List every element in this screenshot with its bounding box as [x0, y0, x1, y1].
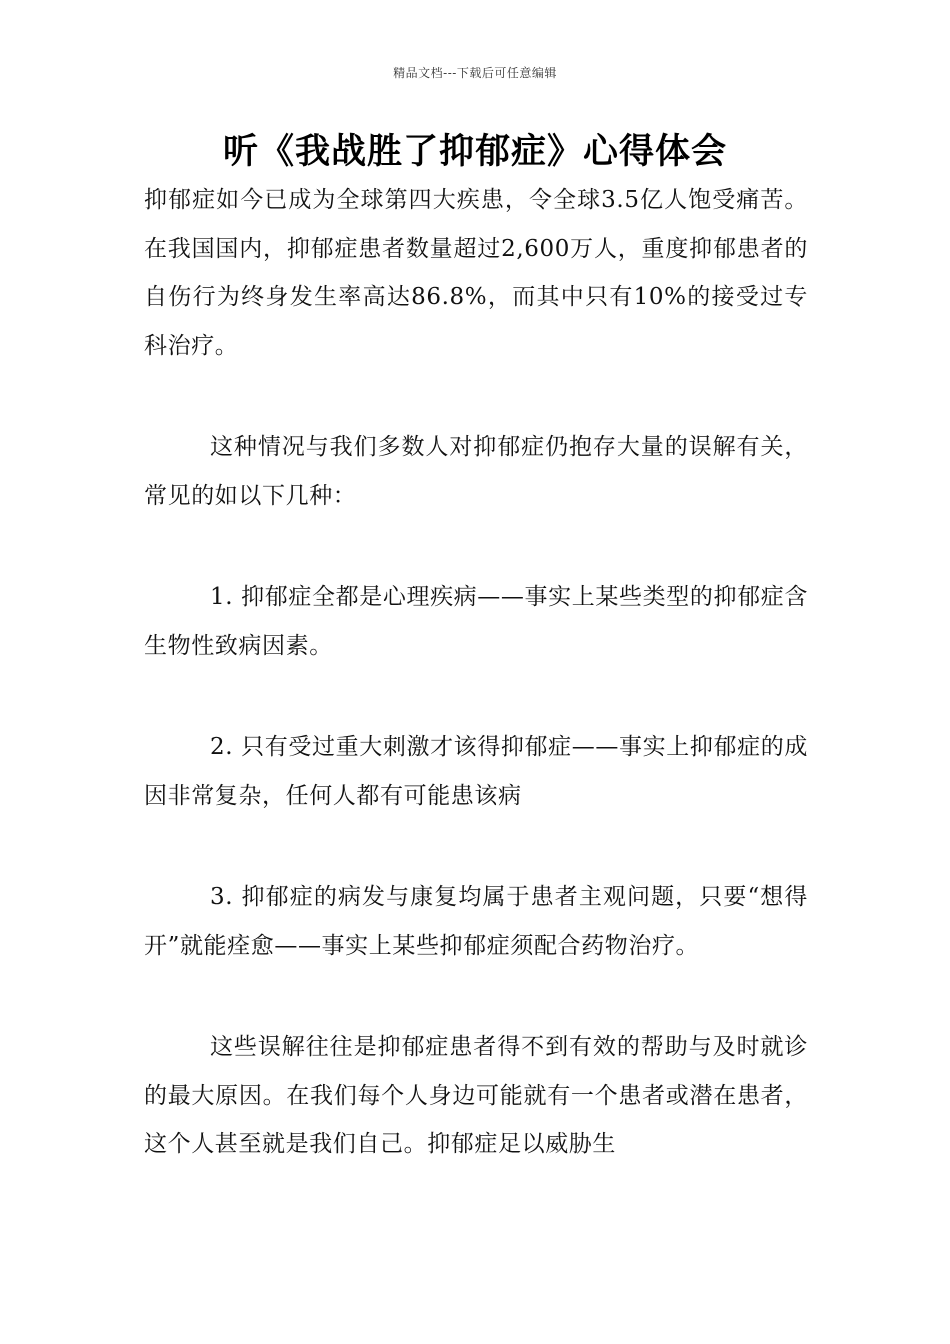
- paragraph-gap: [144, 370, 808, 423]
- list-item-1: 1. 抑郁症全都是心理疾病——事实上某些类型的抑郁症含生物性致病因素。: [144, 584, 808, 659]
- paragraph-misconceptions: 这种情况与我们多数人对抑郁症仍抱存大量的误解有关，常见的如以下几种：: [144, 434, 808, 509]
- paragraph-gap: [144, 520, 808, 573]
- page-header: 精品文档---下载后可任意编辑: [393, 66, 557, 80]
- paragraph-conclusion: 这些误解往往是抑郁症患者得不到有效的帮助与及时就诊的最大原因。在我们每个人身边可能就有一个患者或潜在患者，这个人甚至就是我们自己。抑郁症足以威胁生: [144, 1034, 808, 1157]
- paragraph-gap: [144, 670, 808, 723]
- document-title: 听《我战胜了抑郁症》心得体会: [222, 132, 727, 172]
- list-item-2: 2. 只有受过重大刺激才该得抑郁症——事实上抑郁症的成因非常复杂，任何人都有可能患该病: [144, 734, 808, 809]
- paragraph-gap: [144, 820, 808, 873]
- list-item-3: 3. 抑郁症的病发与康复均属于患者主观问题，只要“想得开”就能痊愈——事实上某些抑郁症须配合药物治疗。: [144, 884, 808, 959]
- paragraph-intro: 抑郁症如今已成为全球第四大疾患，令全球3.5亿人饱受痛苦。在我国国内，抑郁症患者数量超过2,600万人，重度抑郁患者的自伤行为终身发生率高达86.8%，而其中只有10%的接受过专科治疗。: [144, 187, 808, 359]
- document-body: [144, 176, 808, 1169]
- paragraph-gap: [144, 970, 808, 1023]
